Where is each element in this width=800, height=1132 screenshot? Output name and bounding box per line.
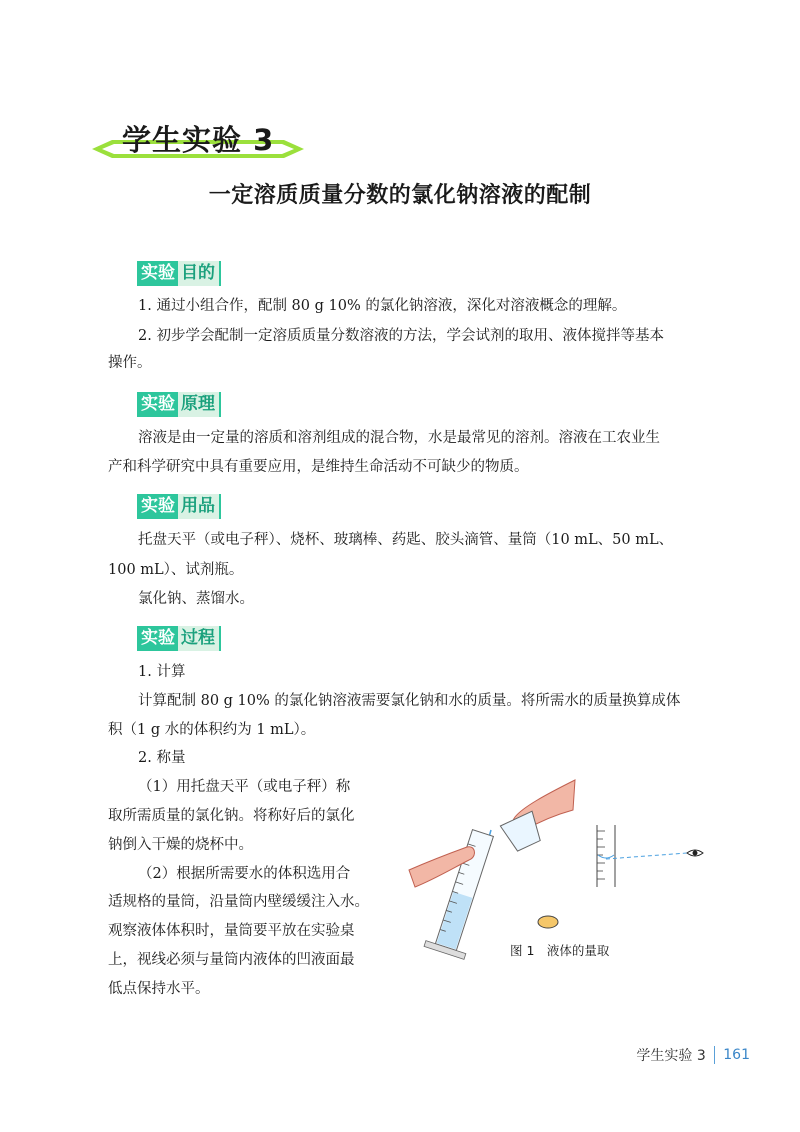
page-subtitle: 一定溶质质量分数的氯化钠溶液的配制: [208, 183, 592, 208]
materials-line-3: 氯化钠、蒸馏水。: [138, 591, 254, 607]
purpose-line-1: 1. 通过小组合作，配制 80 g 10% 的氯化钠溶液，深化对溶液概念的理解。: [138, 298, 627, 314]
section-head-materials: [137, 494, 221, 519]
section-head-principle: [137, 392, 221, 417]
section-head-purpose: [137, 261, 221, 286]
volume-line-5: 低点保持水平。: [108, 981, 210, 997]
section-head-prefix: 实验: [137, 494, 178, 519]
step-1-line-1: 计算配制 80 g 10% 的氯化钠溶液需要氯化钠和水的质量。将所需水的质量换算成体: [138, 693, 681, 709]
step-1-title: 1. 计算: [138, 664, 186, 680]
volume-line-1: （2）根据所需要水的体积选用合: [138, 866, 351, 882]
footer-label: 学生实验 3: [636, 1048, 706, 1064]
step-1-line-2: 积（1 g 水的体积约为 1 mL）。: [108, 722, 316, 738]
principle-line-2: 产和科学研究中具有重要应用，是维持生命活动不可缺少的物质。: [108, 459, 529, 475]
bottle-stopper-icon: [538, 916, 558, 928]
materials-line-1: 托盘天平（或电子秤）、烧杯、玻璃棒、药匙、胶头滴管、量筒（10 mL、50 mL、: [138, 532, 674, 548]
section-head-suffix: 原理: [178, 392, 221, 417]
reading-scale-detail: [597, 825, 687, 887]
principle-line-1: 溶液是由一定量的溶质和溶剂组成的混合物，水是最常见的溶剂。溶液在工农业生: [138, 430, 660, 446]
volume-line-2: 适规格的量筒，沿量筒内壁缓缓注入水。: [108, 894, 369, 910]
footer-divider: [714, 1046, 716, 1064]
weigh-line-1: （1）用托盘天平（或电子秤）称: [138, 779, 351, 795]
banner-title: 学生实验 3: [122, 123, 275, 157]
liquid-measuring-figure: [405, 775, 735, 965]
section-head-suffix: 目的: [178, 261, 221, 286]
figure-caption: 图 1 液体的量取: [510, 943, 610, 958]
section-head-process: [137, 626, 221, 651]
purpose-line-2: 2. 初步学会配制一定溶质质量分数溶液的方法，学会试剂的取用、液体搅拌等基本: [138, 328, 664, 344]
volume-line-3: 观察液体体积时，量筒要平放在实验桌: [108, 923, 355, 939]
section-head-prefix: 实验: [137, 392, 178, 417]
volume-line-4: 上，视线必须与量筒内液体的凹液面最: [108, 952, 355, 968]
purpose-line-2-cont: 操作。: [108, 355, 152, 371]
section-head-prefix: 实验: [137, 261, 178, 286]
page-number: 161: [723, 1047, 750, 1063]
section-head-suffix: 过程: [178, 626, 221, 651]
experiment-banner: [92, 112, 304, 162]
weigh-line-2: 取所需质量的氯化钠。将称好后的氯化: [108, 808, 355, 824]
weigh-line-3: 钠倒入干燥的烧杯中。: [108, 837, 253, 853]
section-head-prefix: 实验: [137, 626, 178, 651]
page-footer: [636, 1045, 750, 1065]
materials-line-2: 100 mL）、试剂瓶。: [108, 562, 244, 578]
section-head-suffix: 用品: [178, 494, 221, 519]
graduated-cylinder-icon: [424, 827, 503, 960]
eye-icon: [687, 850, 703, 856]
step-2-title: 2. 称量: [138, 750, 186, 766]
